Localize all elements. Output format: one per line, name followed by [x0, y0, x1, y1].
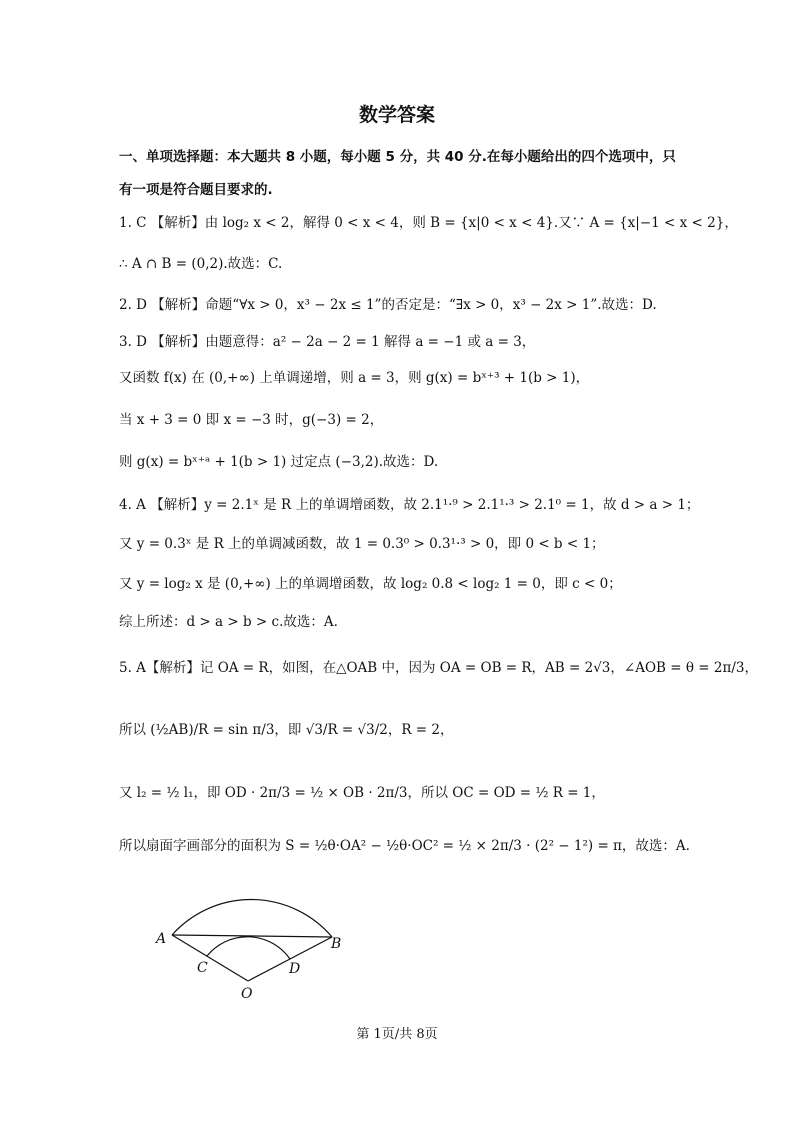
answer-5-line-3: 又 l₂ = ½ l₁，即 OD · 2π/3 = ½ × OB · 2π/3，所以 OC = OD = ½ R = 1，	[119, 785, 605, 801]
answer-1-line-1: 1. C 【解析】由 log₂ x < 2，解得 0 < x < 4，则 B = {x|0 < x < 4}.又∵ A = {x|−1 < x < 2}，	[119, 215, 738, 231]
page-footer: 第 1页/共 8页	[356, 1027, 438, 1042]
inner-arc	[207, 937, 290, 959]
section-heading-line-1: 一、单项选择题：本大题共 8 小题，每小题 5 分，共 40 分.在每小题给出的四个选项中，只	[119, 149, 676, 165]
answer-3-line-3: 当 x + 3 = 0 即 x = −3 时，g(−3) = 2，	[119, 412, 384, 428]
answer-3-line-4: 则 g(x) = bˣ⁺ᵃ + 1(b > 1) 过定点 (−3,2).故选：D.	[119, 454, 439, 470]
label-a: A	[156, 931, 167, 947]
outer-arc	[172, 900, 332, 937]
answer-3-line-2: 又函数 f(x) 在 (0,+∞) 上单调递增，则 a = 3，则 g(x) = bˣ⁺³ + 1(b > 1)，	[119, 370, 590, 386]
label-c: C	[197, 960, 208, 976]
answer-4-line-3: 又 y = log₂ x 是 (0,+∞) 上的单调增函数，故 log₂ 0.8 < log₂ 1 = 0，即 c < 0；	[119, 576, 622, 592]
page-title: 数学答案	[358, 104, 435, 126]
label-b: B	[331, 936, 342, 952]
answer-5-line-1: 5. A【解析】记 OA = R，如图，在△OAB 中，因为 OA = OB = R，AB = 2√3，∠AOB = θ = 2π/3，	[119, 660, 758, 676]
answer-4-line-2: 又 y = 0.3ˣ 是 R 上的单调减函数，故 1 = 0.3⁰ > 0.3¹·³ > 0，即 0 < b < 1；	[119, 536, 605, 552]
answer-4-line-1: 4. A 【解析】y = 2.1ˣ 是 R 上的单调增函数，故 2.1¹·⁹ > 2.1¹·³ > 2.1⁰ = 1，故 d > a > 1；	[119, 497, 700, 513]
section-heading-line-2: 有一项是符合题目要求的.	[119, 182, 273, 198]
answer-2-line: 2. D 【解析】命题“∀x > 0，x³ − 2x ≤ 1”的否定是：“∃x > 0，x³ − 2x > 1”.故选：D.	[119, 297, 657, 313]
answer-5-line-2: 所以 (½AB)/R = sin π/3，即 √3/R = √3/2，R = 2，	[119, 722, 454, 738]
answer-4-line-4: 综上所述：d > a > b > c.故选：A.	[119, 614, 338, 630]
radius-oa	[172, 935, 248, 981]
answer-1-line-2: ∴ A ∩ B = (0,2).故选：C.	[119, 256, 283, 272]
sector-figure	[150, 885, 355, 1003]
answer-5-line-4: 所以扇面字画部分的面积为 S = ½θ·OA² − ½θ·OC² = ½ × 2π/3 · (2² − 1²) = π，故选：A.	[119, 838, 690, 854]
label-d: D	[289, 961, 301, 977]
label-o: O	[241, 986, 253, 1002]
answer-3-line-1: 3. D 【解析】由题意得：a² − 2a − 2 = 1 解得 a = −1 或 a = 3，	[119, 334, 536, 350]
